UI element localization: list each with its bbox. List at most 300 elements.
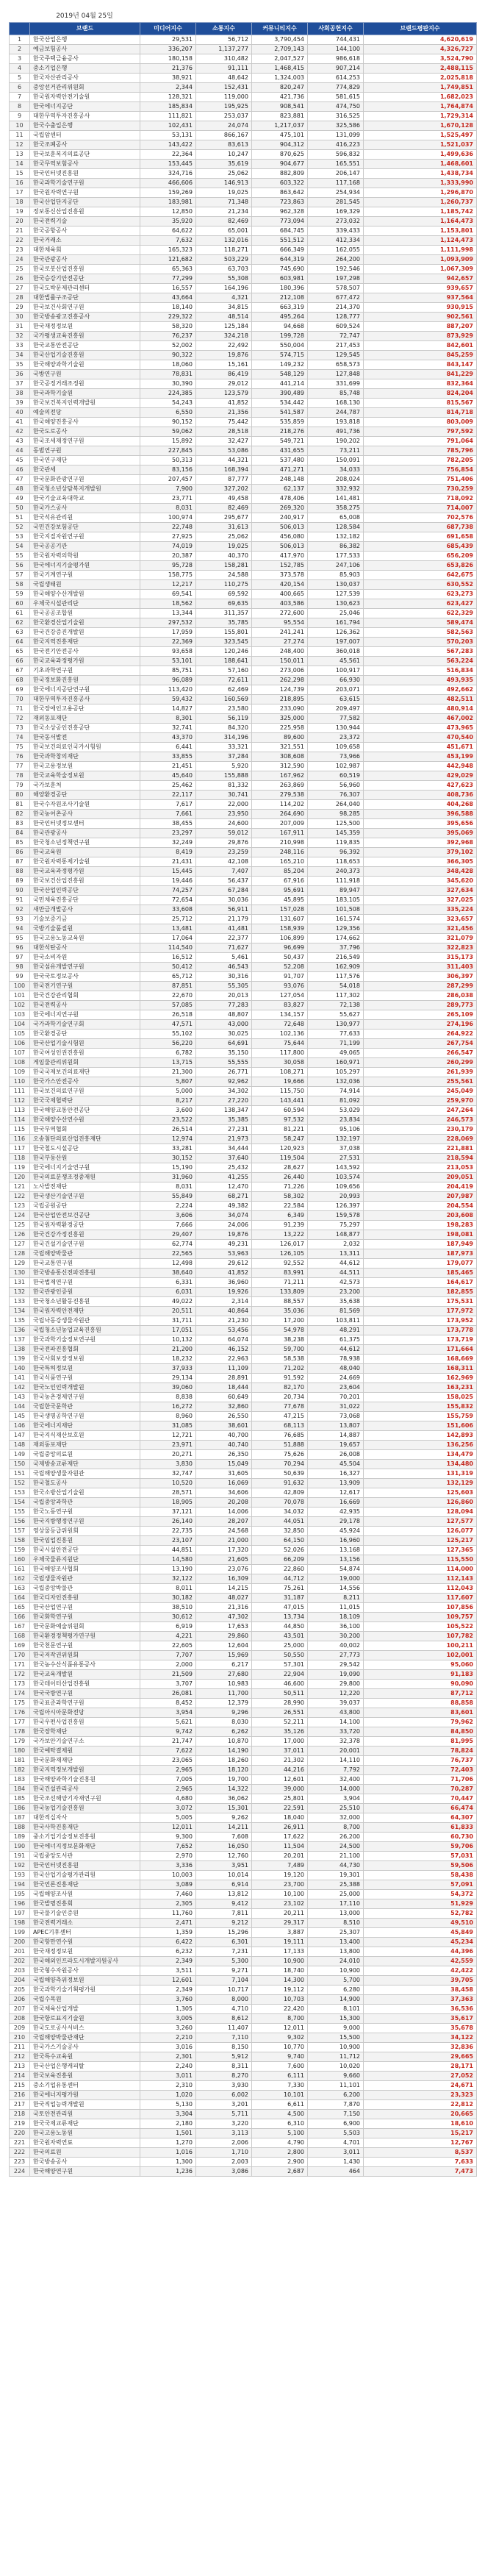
cell-social-contribution-index: 11,015 bbox=[308, 1603, 364, 1613]
cell-community-index: 421,736 bbox=[252, 93, 308, 102]
cell-community-index: 23,700 bbox=[252, 1880, 308, 1890]
cell-communication-index: 27,680 bbox=[196, 1670, 252, 1680]
cell-brand: 한국에너지연구원 bbox=[30, 1010, 140, 1020]
cell-rank: 201 bbox=[10, 1947, 30, 1957]
cell-communication-index: 21,605 bbox=[196, 1555, 252, 1565]
cell-brand: 한국국제협력단 bbox=[30, 1096, 140, 1106]
cell-brand-reputation-index: 198,283 bbox=[364, 1221, 477, 1230]
cell-rank: 214 bbox=[10, 2072, 30, 2081]
cell-social-contribution-index: 103,811 bbox=[308, 1316, 364, 1326]
cell-rank: 104 bbox=[10, 1020, 30, 1030]
cell-media-index: 7,005 bbox=[140, 1775, 196, 1785]
cell-brand-reputation-index: 64,307 bbox=[364, 1813, 477, 1823]
cell-brand-reputation-index: 470,540 bbox=[364, 733, 477, 743]
cell-social-contribution-index: 183,105 bbox=[308, 896, 364, 905]
cell-community-index: 23,102 bbox=[252, 1899, 308, 1909]
cell-social-contribution-index: 24,010 bbox=[308, 1957, 364, 1966]
cell-communication-index: 24,006 bbox=[196, 1221, 252, 1230]
cell-community-index: 127,054 bbox=[252, 991, 308, 1001]
cell-brand: 국토안전관리원 bbox=[30, 2110, 140, 2119]
cell-social-contribution-index: 15,500 bbox=[308, 2033, 364, 2043]
cell-social-contribution-index: 118,653 bbox=[308, 857, 364, 867]
cell-brand-reputation-index: 81,995 bbox=[364, 1737, 477, 1747]
cell-communication-index: 15,161 bbox=[196, 360, 252, 370]
cell-media-index: 185,834 bbox=[140, 102, 196, 112]
cell-rank: 34 bbox=[10, 351, 30, 360]
cell-media-index: 22,735 bbox=[140, 1527, 196, 1536]
cell-rank: 213 bbox=[10, 2062, 30, 2072]
cell-rank: 10 bbox=[10, 121, 30, 131]
cell-rank: 182 bbox=[10, 1766, 30, 1775]
cell-brand: 국립수목원 bbox=[30, 1995, 140, 2005]
cell-communication-index: 10,717 bbox=[196, 1985, 252, 1995]
cell-brand: 국립한국문학관 bbox=[30, 1402, 140, 1412]
cell-brand-reputation-index: 78,824 bbox=[364, 1747, 477, 1756]
cell-media-index: 30,612 bbox=[140, 1613, 196, 1622]
cell-brand: 한국전력공사 bbox=[30, 1001, 140, 1010]
cell-rank: 62 bbox=[10, 618, 30, 628]
cell-communication-index: 26,771 bbox=[196, 1068, 252, 1077]
cell-media-index: 229,322 bbox=[140, 313, 196, 322]
cell-brand-reputation-index: 261,939 bbox=[364, 1068, 477, 1077]
cell-community-index: 131,607 bbox=[252, 915, 308, 924]
cell-brand: 한국인터넷진흥원 bbox=[30, 169, 140, 179]
cell-media-index: 21,747 bbox=[140, 1737, 196, 1747]
cell-community-index: 1,217,037 bbox=[252, 121, 308, 131]
cell-media-index: 5,130 bbox=[140, 2100, 196, 2110]
cell-communication-index: 118,271 bbox=[196, 246, 252, 255]
table-row bbox=[10, 580, 477, 590]
cell-community-index: 25,000 bbox=[252, 1641, 308, 1651]
cell-brand: 한국공공기관 bbox=[30, 542, 140, 552]
cell-social-contribution-index: 8,700 bbox=[308, 1823, 364, 1833]
cell-communication-index: 30,316 bbox=[196, 972, 252, 982]
cell-brand-reputation-index: 134,479 bbox=[364, 1450, 477, 1460]
cell-media-index: 18,060 bbox=[140, 360, 196, 370]
cell-communication-index: 83,613 bbox=[196, 140, 252, 150]
cell-social-contribution-index: 145,359 bbox=[308, 829, 364, 838]
cell-community-index: 71,202 bbox=[252, 1364, 308, 1374]
table-row bbox=[10, 704, 477, 714]
cell-social-contribution-index: 168,130 bbox=[308, 399, 364, 408]
cell-communication-index: 15,296 bbox=[196, 1928, 252, 1938]
table-row bbox=[10, 1383, 477, 1393]
cell-community-index: 134,157 bbox=[252, 1010, 308, 1020]
cell-media-index: 153,445 bbox=[140, 160, 196, 169]
cell-rank: 223 bbox=[10, 2158, 30, 2167]
cell-brand-reputation-index: 473,965 bbox=[364, 724, 477, 733]
cell-media-index: 56,220 bbox=[140, 1039, 196, 1049]
cell-community-index: 89,600 bbox=[252, 733, 308, 743]
cell-community-index: 7,489 bbox=[252, 1861, 308, 1871]
cell-social-contribution-index: 264,040 bbox=[308, 800, 364, 810]
cell-brand-reputation-index: 756,854 bbox=[364, 465, 477, 475]
cell-brand: 한국전기연구원 bbox=[30, 982, 140, 991]
cell-brand: 한국에너지공단연구원 bbox=[30, 685, 140, 695]
cell-brand: 국립공원공단 bbox=[30, 1202, 140, 1211]
cell-brand: 한국항만연수원 bbox=[30, 1938, 140, 1947]
cell-media-index: 38,640 bbox=[140, 1269, 196, 1278]
table-row bbox=[10, 1670, 477, 1680]
cell-brand: 대한체육회 bbox=[30, 246, 140, 255]
cell-social-contribution-index: 25,307 bbox=[308, 1928, 364, 1938]
cell-media-index: 297,532 bbox=[140, 618, 196, 628]
cell-rank: 58 bbox=[10, 580, 30, 590]
cell-brand-reputation-index: 567,283 bbox=[364, 647, 477, 657]
cell-media-index: 38,921 bbox=[140, 74, 196, 83]
cell-communication-index: 2,003 bbox=[196, 2158, 252, 2167]
cell-brand-reputation-index: 158,025 bbox=[364, 1393, 477, 1402]
cell-community-index: 441,214 bbox=[252, 379, 308, 389]
cell-communication-index: 138,347 bbox=[196, 1106, 252, 1116]
cell-media-index: 58,320 bbox=[140, 322, 196, 332]
cell-community-index: 6,310 bbox=[252, 2119, 308, 2129]
cell-community-index: 66,209 bbox=[252, 1555, 308, 1565]
cell-brand-reputation-index: 70,447 bbox=[364, 1794, 477, 1804]
table-row bbox=[10, 1909, 477, 1919]
cell-social-contribution-index: 129,545 bbox=[308, 351, 364, 360]
cell-community-index: 5,100 bbox=[252, 2129, 308, 2138]
cell-media-index: 32,249 bbox=[140, 838, 196, 848]
cell-brand: 국립중앙의료원 bbox=[30, 1450, 140, 1460]
cell-brand-reputation-index: 42,422 bbox=[364, 1966, 477, 1976]
cell-rank: 12 bbox=[10, 140, 30, 150]
cell-communication-index: 65,001 bbox=[196, 226, 252, 236]
cell-communication-index: 33,321 bbox=[196, 743, 252, 752]
cell-brand-reputation-index: 125,217 bbox=[364, 1536, 477, 1546]
cell-communication-index: 57,160 bbox=[196, 666, 252, 676]
cell-rank: 21 bbox=[10, 226, 30, 236]
cell-brand-reputation-index: 1,164,473 bbox=[364, 217, 477, 226]
cell-social-contribution-index: 81,569 bbox=[308, 1307, 364, 1316]
table-row bbox=[10, 953, 477, 963]
table-row bbox=[10, 771, 477, 781]
table-row bbox=[10, 1919, 477, 1928]
cell-media-index: 8,960 bbox=[140, 1412, 196, 1421]
cell-community-index: 863,642 bbox=[252, 188, 308, 198]
cell-communication-index: 67,284 bbox=[196, 886, 252, 896]
table-row bbox=[10, 1202, 477, 1211]
cell-community-index: 240,917 bbox=[252, 513, 308, 523]
brand-reputation-table bbox=[9, 22, 477, 2177]
cell-media-index: 7,707 bbox=[140, 1651, 196, 1660]
cell-brand: 한국문화예술위원회 bbox=[30, 1622, 140, 1632]
cell-brand-reputation-index: 467,002 bbox=[364, 714, 477, 724]
cell-social-contribution-index: 193,818 bbox=[308, 418, 364, 427]
cell-social-contribution-index: 20,001 bbox=[308, 1747, 364, 1756]
cell-brand-reputation-index: 83,601 bbox=[364, 1708, 477, 1718]
table-row bbox=[10, 1584, 477, 1594]
cell-rank: 200 bbox=[10, 1938, 30, 1947]
cell-rank: 137 bbox=[10, 1335, 30, 1345]
cell-brand-reputation-index: 107,856 bbox=[364, 1603, 477, 1613]
cell-brand-reputation-index: 264,922 bbox=[364, 1030, 477, 1039]
cell-communication-index: 9,212 bbox=[196, 1919, 252, 1928]
cell-media-index: 35,920 bbox=[140, 217, 196, 226]
cell-brand: 한국도로공사 bbox=[30, 427, 140, 437]
cell-media-index: 22,565 bbox=[140, 1249, 196, 1259]
cell-communication-index: 55,308 bbox=[196, 274, 252, 284]
cell-rank: 97 bbox=[10, 953, 30, 963]
cell-brand: 동범연구원 bbox=[30, 446, 140, 456]
cell-community-index: 14,300 bbox=[252, 1976, 308, 1985]
table-row bbox=[10, 389, 477, 399]
cell-media-index: 2,305 bbox=[140, 1899, 196, 1909]
cell-brand: 한국국방연구원 bbox=[30, 1689, 140, 1699]
cell-rank: 185 bbox=[10, 1794, 30, 1804]
cell-community-index: 663,319 bbox=[252, 303, 308, 313]
table-row bbox=[10, 332, 477, 341]
cell-media-index: 3,304 bbox=[140, 2110, 196, 2119]
cell-brand-reputation-index: 117,607 bbox=[364, 1594, 477, 1603]
cell-rank: 4 bbox=[10, 64, 30, 74]
table-row bbox=[10, 1756, 477, 1766]
cell-communication-index: 26,350 bbox=[196, 1450, 252, 1460]
cell-rank: 144 bbox=[10, 1402, 30, 1412]
cell-community-index: 114,202 bbox=[252, 800, 308, 810]
cell-community-index: 18,740 bbox=[252, 1966, 308, 1976]
cell-communication-index: 3,951 bbox=[196, 1861, 252, 1871]
cell-media-index: 224,385 bbox=[140, 389, 196, 399]
table-row bbox=[10, 1966, 477, 1976]
cell-media-index: 43,664 bbox=[140, 293, 196, 303]
cell-rank: 88 bbox=[10, 867, 30, 877]
table-row bbox=[10, 838, 477, 848]
cell-media-index: 12,217 bbox=[140, 580, 196, 590]
cell-social-contribution-index: 44,730 bbox=[308, 1861, 364, 1871]
cell-communication-index: 62,469 bbox=[196, 685, 252, 695]
cell-brand: 한국교육과정평가원 bbox=[30, 867, 140, 877]
cell-media-index: 3,336 bbox=[140, 1861, 196, 1871]
cell-brand-reputation-index: 79,962 bbox=[364, 1718, 477, 1727]
cell-communication-index: 12,604 bbox=[196, 1641, 252, 1651]
cell-rank: 211 bbox=[10, 2043, 30, 2052]
cell-rank: 5 bbox=[10, 74, 30, 83]
cell-communication-index: 28,518 bbox=[196, 427, 252, 437]
cell-social-contribution-index: 130,944 bbox=[308, 724, 364, 733]
table-row bbox=[10, 284, 477, 293]
cell-brand-reputation-index: 873,929 bbox=[364, 332, 477, 341]
cell-media-index: 2,471 bbox=[140, 1919, 196, 1928]
cell-brand-reputation-index: 843,147 bbox=[364, 360, 477, 370]
cell-rank: 178 bbox=[10, 1727, 30, 1737]
cell-media-index: 53,131 bbox=[140, 131, 196, 140]
cell-social-contribution-index: 127,848 bbox=[308, 370, 364, 379]
cell-brand-reputation-index: 1,438,734 bbox=[364, 169, 477, 179]
cell-brand-reputation-index: 630,552 bbox=[364, 580, 477, 590]
cell-media-index: 2,965 bbox=[140, 1766, 196, 1775]
table-row bbox=[10, 1603, 477, 1613]
cell-communication-index: 4,321 bbox=[196, 293, 252, 303]
cell-community-index: 149,232 bbox=[252, 360, 308, 370]
cell-brand-reputation-index: 803,009 bbox=[364, 418, 477, 427]
cell-social-contribution-index: 109,658 bbox=[308, 743, 364, 752]
cell-social-contribution-index: 30,200 bbox=[308, 1632, 364, 1641]
cell-communication-index: 71,348 bbox=[196, 198, 252, 207]
cell-communication-index: 30,025 bbox=[196, 1030, 252, 1039]
table-row bbox=[10, 2119, 477, 2129]
cell-social-contribution-index: 190,202 bbox=[308, 437, 364, 446]
cell-social-contribution-index: 32,400 bbox=[308, 1775, 364, 1785]
cell-brand: 국제방송교류재단 bbox=[30, 1460, 140, 1469]
cell-community-index: 38,238 bbox=[252, 1335, 308, 1345]
cell-social-contribution-index: 12,617 bbox=[308, 1488, 364, 1498]
cell-brand-reputation-index: 18,610 bbox=[364, 2119, 477, 2129]
cell-brand: 한국해양수산개발원 bbox=[30, 590, 140, 599]
table-row bbox=[10, 246, 477, 255]
table-row bbox=[10, 494, 477, 504]
cell-media-index: 37,933 bbox=[140, 1364, 196, 1374]
table-row bbox=[10, 1077, 477, 1087]
cell-community-index: 85,204 bbox=[252, 867, 308, 877]
cell-rank: 33 bbox=[10, 341, 30, 351]
cell-communication-index: 15,969 bbox=[196, 1651, 252, 1660]
cell-rank: 7 bbox=[10, 93, 30, 102]
cell-media-index: 21,451 bbox=[140, 762, 196, 771]
cell-brand-reputation-index: 38,458 bbox=[364, 1985, 477, 1995]
cell-rank: 180 bbox=[10, 1747, 30, 1756]
cell-media-index: 100,974 bbox=[140, 513, 196, 523]
cell-community-index: 207,009 bbox=[252, 819, 308, 829]
cell-brand: 한국장학재단 bbox=[30, 1727, 140, 1737]
cell-social-contribution-index: 5,700 bbox=[308, 1976, 364, 1985]
cell-brand: 기초과학연구원 bbox=[30, 666, 140, 676]
cell-brand-reputation-index: 213,053 bbox=[364, 1163, 477, 1173]
cell-rank: 146 bbox=[10, 1421, 30, 1431]
cell-brand: 한국장애인고용공단 bbox=[30, 704, 140, 714]
cell-community-index: 19,120 bbox=[252, 1871, 308, 1880]
cell-rank: 187 bbox=[10, 1813, 30, 1823]
cell-brand: 한국국토정보공사 bbox=[30, 972, 140, 982]
cell-social-contribution-index: 132,182 bbox=[308, 532, 364, 542]
cell-brand-reputation-index: 563,224 bbox=[364, 657, 477, 666]
cell-communication-index: 12,470 bbox=[196, 1182, 252, 1192]
table-row bbox=[10, 2100, 477, 2110]
cell-communication-index: 22,492 bbox=[196, 341, 252, 351]
cell-community-index: 390,489 bbox=[252, 389, 308, 399]
table-row bbox=[10, 1861, 477, 1871]
cell-social-contribution-index: 986,618 bbox=[308, 54, 364, 64]
cell-brand-reputation-index: 366,305 bbox=[364, 857, 477, 867]
table-row bbox=[10, 1144, 477, 1154]
cell-rank: 6 bbox=[10, 83, 30, 93]
cell-media-index: 25,462 bbox=[140, 781, 196, 791]
cell-rank: 66 bbox=[10, 657, 30, 666]
cell-brand: 한국청소년활동진흥원 bbox=[30, 1297, 140, 1307]
cell-community-index: 535,859 bbox=[252, 418, 308, 427]
cell-brand-reputation-index: 691,658 bbox=[364, 532, 477, 542]
cell-community-index: 68,113 bbox=[252, 1421, 308, 1431]
cell-brand-reputation-index: 204,554 bbox=[364, 1202, 477, 1211]
cell-brand: 한국지방행정연구원 bbox=[30, 1517, 140, 1527]
cell-media-index: 20,387 bbox=[140, 552, 196, 561]
cell-brand-reputation-index: 685,439 bbox=[364, 542, 477, 552]
cell-rank: 188 bbox=[10, 1823, 30, 1833]
cell-brand: 한국조선해양기자재연구원 bbox=[30, 1794, 140, 1804]
table-row bbox=[10, 351, 477, 360]
cell-social-contribution-index: 32,000 bbox=[308, 1813, 364, 1823]
cell-rank: 202 bbox=[10, 1957, 30, 1966]
cell-brand-reputation-index: 49,510 bbox=[364, 1919, 477, 1928]
cell-social-contribution-index: 609,524 bbox=[308, 322, 364, 332]
cell-brand-reputation-index: 785,796 bbox=[364, 446, 477, 456]
cell-brand: 한국농촌경제연구원 bbox=[30, 1393, 140, 1402]
cell-rank: 19 bbox=[10, 207, 30, 217]
cell-media-index: 6,919 bbox=[140, 1622, 196, 1632]
cell-communication-index: 48,514 bbox=[196, 313, 252, 322]
cell-media-index: 12,498 bbox=[140, 1259, 196, 1269]
cell-brand-reputation-index: 1,468,601 bbox=[364, 160, 477, 169]
table-row bbox=[10, 1565, 477, 1574]
cell-social-contribution-index: 14,556 bbox=[308, 1584, 364, 1594]
cell-social-contribution-index: 44,612 bbox=[308, 1345, 364, 1355]
cell-communication-index: 12,760 bbox=[196, 1852, 252, 1861]
cell-community-index: 21,302 bbox=[252, 1756, 308, 1766]
cell-rank: 101 bbox=[10, 991, 30, 1001]
cell-brand-reputation-index: 482,511 bbox=[364, 695, 477, 704]
cell-communication-index: 87,777 bbox=[196, 475, 252, 485]
cell-community-index: 91,632 bbox=[252, 1479, 308, 1488]
cell-rank: 120 bbox=[10, 1173, 30, 1182]
cell-media-index: 183,981 bbox=[140, 198, 196, 207]
cell-social-contribution-index: 254,934 bbox=[308, 188, 364, 198]
cell-brand: 한국보육진흥원 bbox=[30, 2072, 140, 2081]
cell-social-contribution-index: 206,147 bbox=[308, 169, 364, 179]
cell-brand-reputation-index: 60,730 bbox=[364, 1833, 477, 1842]
cell-brand-reputation-index: 132,129 bbox=[364, 1479, 477, 1488]
cell-brand: 한국발명진흥회 bbox=[30, 1899, 140, 1909]
cell-brand-reputation-index: 582,563 bbox=[364, 628, 477, 638]
cell-social-contribution-index: 11,712 bbox=[308, 2052, 364, 2062]
cell-social-contribution-index: 10,900 bbox=[308, 1966, 364, 1976]
cell-communication-index: 19,700 bbox=[196, 1775, 252, 1785]
cell-social-contribution-index: 13,168 bbox=[308, 1546, 364, 1555]
cell-media-index: 3,606 bbox=[140, 1211, 196, 1221]
cell-brand: 한국고용노동원 bbox=[30, 2129, 140, 2138]
cell-brand: 한국인터넷정보센터 bbox=[30, 819, 140, 829]
cell-rank: 87 bbox=[10, 857, 30, 867]
cell-community-index: 456,080 bbox=[252, 532, 308, 542]
cell-brand: 새만금개발공사 bbox=[30, 905, 140, 915]
cell-communication-index: 21,356 bbox=[196, 408, 252, 418]
cell-brand: 한국교육학술정보원 bbox=[30, 771, 140, 781]
cell-community-index: 91,707 bbox=[252, 972, 308, 982]
cell-rank: 13 bbox=[10, 150, 30, 160]
header-social-contribution-index: 사회공헌지수 bbox=[308, 23, 364, 35]
cell-brand-reputation-index: 321,456 bbox=[364, 924, 477, 934]
cell-communication-index: 35,385 bbox=[196, 1116, 252, 1125]
cell-communication-index: 7,407 bbox=[196, 867, 252, 877]
cell-communication-index: 23,580 bbox=[196, 704, 252, 714]
cell-media-index: 90,152 bbox=[140, 418, 196, 427]
cell-communication-index: 24,074 bbox=[196, 121, 252, 131]
cell-brand: 한국해양수산연수원 bbox=[30, 1116, 140, 1125]
cell-brand: 정보통신산업진흥원 bbox=[30, 207, 140, 217]
date-label: 2019년 04월 25일 bbox=[56, 13, 113, 20]
cell-social-contribution-index: 169,329 bbox=[308, 207, 364, 217]
cell-rank: 130 bbox=[10, 1269, 30, 1278]
cell-media-index: 1,305 bbox=[140, 2005, 196, 2014]
cell-community-index: 17,622 bbox=[252, 1833, 308, 1842]
cell-media-index: 102,431 bbox=[140, 121, 196, 131]
cell-rank: 151 bbox=[10, 1469, 30, 1479]
cell-brand-reputation-index: 427,623 bbox=[364, 781, 477, 791]
cell-social-contribution-index: 247,106 bbox=[308, 561, 364, 571]
cell-media-index: 21,200 bbox=[140, 1345, 196, 1355]
cell-brand-reputation-index: 245,049 bbox=[364, 1087, 477, 1096]
table-row bbox=[10, 1402, 477, 1412]
cell-brand-reputation-index: 255,561 bbox=[364, 1077, 477, 1087]
